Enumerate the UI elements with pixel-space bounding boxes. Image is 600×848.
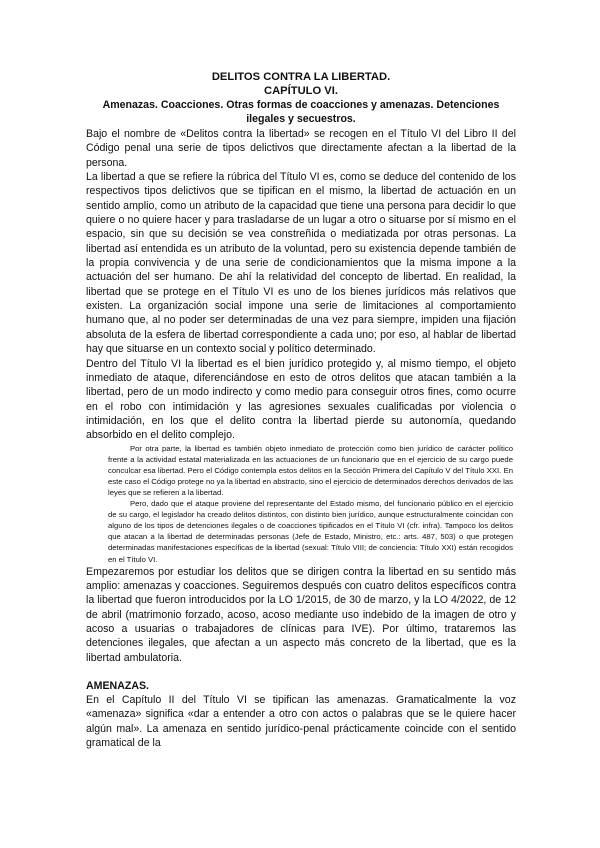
paragraph-intro: Bajo el nombre de «Delitos contra la libertad» se recogen en el Título VI del Libro II del Código penal una serie de tipos delictivos que directamente afectan a la libertad de la persona. <box>86 128 516 169</box>
note-paragraph-1 <box>86 443 516 498</box>
document-title-line1: DELITOS CONTRA LA LIBERTAD. <box>211 71 391 83</box>
paragraph-libertad-concept: La libertad a que se refiere la rúbrica del Título VI es, como se deduce del contenido de los respectivos tipos delictivos que se tipifican en el mismo, la libertad de actuación en un sentido amplio, como un atributo de la capacidad que tiene una persona para decidir lo que quiere o no quiere hacer y para trasladarse de un lugar a otro o situarse por sí mismo en el espacio, sin que su decisión se vea constreñida o mediatizada por otras personas. La libertad así entendida es un atributo de la voluntad, pero su existencia depende también de la propia convivencia y de una serie de condicionamientos que la misma impone a la actuación del ser humano. De ahí la relatividad del concepto de libertad. En realidad, la libertad que se protege en el Título VI es uno de los bienes jurídicos más relativos que existen. La organización social impone una serie de limitaciones al comportamiento humano que, al no poder ser determinadas de una vez para siempre, impiden una fijación absoluta de la esfera de libertad correspondiente a cada uno; por eso, al hablar de libertad hay que situarse en un contexto social y político determinado. <box>86 171 516 356</box>
note-paragraph-2-text: Pero, dado que el ataque proviene del representante del Estado mismo, del funcionario público en el ejercicio de su cargo, el legislador ha creado delitos distintos, con distinto bien jurídico, aunque estructuralmente coincidan con alguno de los tipos de detenciones ilegales o de coacciones tipificados en el Título VI (cfr. infra). Tampoco los delitos que atacan a la libertad de determinadas personas (Jefe de Estado, Ministro, etc.: arts. 487, 503) o que protegen determinadas manifestaciones específicas de la libertad (sexual: Título VIII; de conciencia: Título XXI) están recogidos en el Título VI. <box>108 499 513 564</box>
document-title-line2: CAPÍTULO VI. <box>264 85 338 97</box>
note-paragraph-1-text: Por otra parte, la libertad es también objeto inmediato de protección como bien jurídico de carácter político frente a la actividad estatal materializada en las actuaciones de un funcionario que en el ejercicio de su cargo puede conculcar esa libertad. Pero el Código contempla estos delitos en la Sección Primera del Capítulo V del Título XXI. En este caso el Código protege no ya la libertad en abstracto, sino el ejercicio de determinados derechos derivados de las leyes que se refieren a la libertad. <box>108 443 513 497</box>
paragraph-bien-juridico: Dentro del Título VI la libertad es el bien jurídico protegido y, al mismo tiempo, el objeto inmediato de ataque, diferenciándose en esto de otros delitos que atacan también a la libertad, pero de un modo indirecto y como medio para conseguir otros fines, como ocurre en el robo con intimidación y las agresiones sexuales cualificadas por violencia o intimidación, en los que el delito contra la libertad pierde su autonomía, quedando absorbido en el delito complejo. <box>86 357 516 442</box>
paragraph-plan: Empezaremos por estudiar los delitos que se dirigen contra la libertad en su sentido más amplio: amenazas y coacciones. Seguiremos después con cuatro delitos específicos contra la libertad que fueron introducidos por la LO 1/2015, de 30 de marzo, y la LO 4/2022, de 12 de abril (matrimonio forzado, acoso, acoso mediante uso indebido de la imagen de otro y acoso a usuarias o trabajadores de clínicas para IVE). Por último, trataremos las detenciones ilegales, que afectan a un aspecto más concreto de la libertad, que es la libertad ambulatoria. <box>86 565 516 664</box>
paragraph-amenazas: En el Capítulo II del Título VI se tipifican las amenazas. Gramaticalmente la voz «amenaza» significa «dar a entender a otro con actos o palabras que se le quiere hacer algún mal». La amenaza en sentido jurídico-penal prácticamente coincide con el sentido gramatical de la <box>86 694 516 750</box>
note-paragraph-2 <box>86 498 516 565</box>
document-page <box>86 70 516 750</box>
section-heading-amenazas: AMENAZAS. <box>86 680 149 692</box>
document-subtitle: Amenazas. Coacciones. Otras formas de coacciones y amenazas. Detenciones ilegales y secuestros. <box>102 99 500 125</box>
